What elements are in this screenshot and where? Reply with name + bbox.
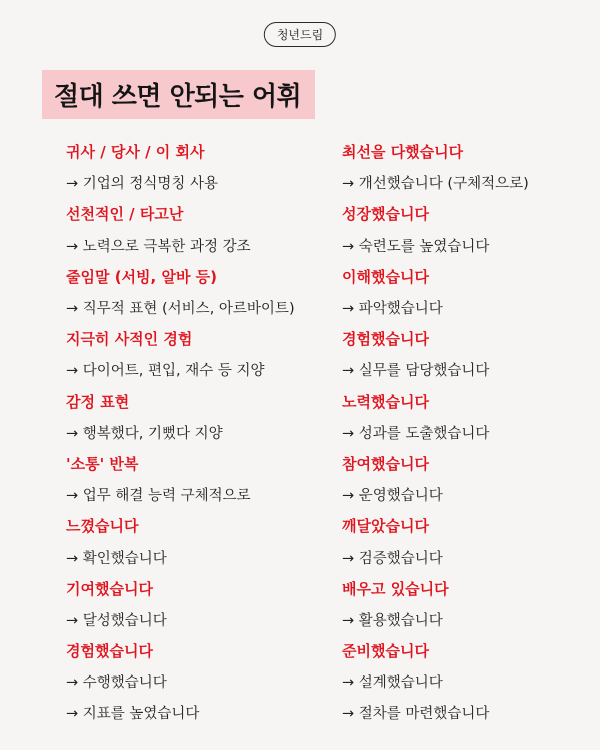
replacement-term: → 업무 해결 능력 구체적으로 (66, 488, 251, 505)
avoid-term: 감정 표현 (66, 392, 130, 411)
avoid-term: 선천적인 / 타고난 (66, 205, 184, 224)
replacement-term: → 숙련도를 높였습니다 (342, 238, 490, 255)
replacement-term: → 행복했다, 기뻤다 지양 (66, 425, 223, 442)
replacement-term: → 수행했습니다 (66, 675, 167, 692)
avoid-term: 이해했습니다 (342, 267, 429, 286)
replacement-term: → 지표를 높였습니다 (66, 706, 200, 723)
replacement-term: → 절차를 마련했습니다 (342, 706, 490, 723)
replacement-term: → 설계했습니다 (342, 675, 443, 692)
avoid-term: 느꼈습니다 (66, 517, 139, 536)
avoid-term: 성장했습니다 (342, 205, 429, 224)
avoid-term: 기여했습니다 (66, 579, 153, 598)
replacement-term: → 개선했습니다 (구체적으로) (342, 176, 529, 193)
avoid-term: 노력했습니다 (342, 392, 429, 411)
avoid-term: 배우고 있습니다 (342, 579, 449, 598)
replacement-term: → 다이어트, 편입, 재수 등 지양 (66, 363, 265, 380)
avoid-term: 준비했습니다 (342, 642, 429, 661)
brand-badge: 청년드림 (264, 22, 336, 47)
avoid-term: 참여했습니다 (342, 454, 429, 473)
avoid-term: 지극히 사적인 경험 (66, 330, 193, 349)
avoid-term: 줄임말 (서빙, 알바 등) (66, 267, 217, 286)
replacement-term: → 성과를 도출했습니다 (342, 425, 490, 442)
left-column (66, 136, 336, 729)
replacement-term: → 기업의 정식명칭 사용 (66, 176, 219, 193)
right-column (342, 136, 572, 729)
avoid-term: 최선을 다했습니다 (342, 143, 464, 162)
replacement-term: → 파악했습니다 (342, 301, 443, 318)
replacement-term: → 직무적 표현 (서비스, 아르바이트) (66, 301, 295, 318)
avoid-term: 경험했습니다 (342, 330, 429, 349)
avoid-term: '소통' 반복 (66, 454, 139, 473)
replacement-term: → 노력으로 극복한 과정 강조 (66, 238, 251, 255)
avoid-term: 귀사 / 당사 / 이 회사 (66, 143, 205, 162)
replacement-term: → 검증했습니다 (342, 550, 443, 567)
replacement-term: → 달성했습니다 (66, 612, 167, 629)
replacement-term: → 활용했습니다 (342, 612, 443, 629)
avoid-term: 경험했습니다 (66, 642, 153, 661)
page-title: 절대 쓰면 안되는 어휘 (54, 82, 302, 112)
title-highlight (42, 70, 315, 119)
avoid-term: 깨달았습니다 (342, 517, 429, 536)
replacement-term: → 실무를 담당했습니다 (342, 363, 490, 380)
replacement-term: → 운영했습니다 (342, 488, 443, 505)
replacement-term: → 확인했습니다 (66, 550, 167, 567)
